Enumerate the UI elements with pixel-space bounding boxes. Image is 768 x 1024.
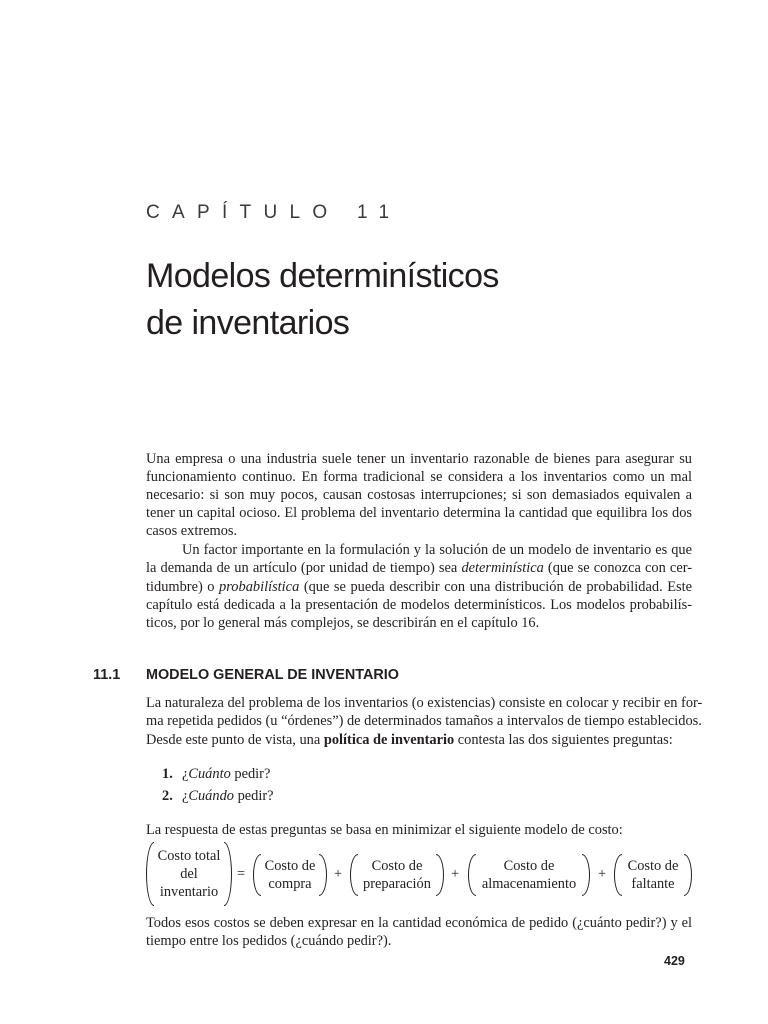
intro-p1-line: funcionamiento continuo. En forma tradicional se considera a los inventarios como un mal <box>146 469 692 485</box>
text-run: Desde este punto de vista, una <box>146 732 324 748</box>
intro-p2-line: ticos, por lo general más complejos, se describirán en el capítulo 16. <box>146 615 540 631</box>
list-item-1 <box>162 765 270 783</box>
page-number: 429 <box>664 954 685 968</box>
section-p1-line <box>146 731 692 749</box>
equation-term-holding <box>468 854 590 896</box>
list-item-2 <box>162 787 274 805</box>
intro-p1-line: necesario: si son muy pocos, causan costosas interrupciones; si son demasiados equivalen a <box>146 487 692 503</box>
equation-text: almacenamiento <box>481 876 577 892</box>
intro-p1-line: Una empresa o una industria suele tener un inventario razonable de bienes para asegurar su <box>146 451 692 467</box>
section-p2-line: La respuesta de estas preguntas se basa en minimizar el siguiente modelo de costo: <box>146 822 623 838</box>
list-number: 2. <box>162 788 173 804</box>
section-p1-line: La naturaleza del problema de los inventarios (o existencias) consiste en colocar y recibir en for- <box>146 695 703 711</box>
chapter-title-line-1: Modelos determinísticos <box>146 257 499 295</box>
section-p3-line: tiempo entre los pedidos (¿cuándo pedir?). <box>146 933 392 949</box>
text-run: contesta las dos siguientes preguntas: <box>454 732 673 748</box>
chapter-label: CAPÍTULO 11 <box>146 202 402 223</box>
text-run: pedir? <box>230 766 271 782</box>
text-run: (que se pueda describir con una distribución de probabilidad. Este <box>299 579 692 595</box>
section-p1-line: ma repetida pedidos (u “órdenes”) de determinados tamaños a intervalos de tiempo establecidos. <box>146 713 702 729</box>
equation-text: compra <box>268 876 312 892</box>
emphasis-deterministica: determinística <box>461 560 544 576</box>
chapter-title-line-2: de inventarios <box>146 304 350 342</box>
equation-term-setup <box>350 854 444 896</box>
equation-text: inventario <box>159 884 219 900</box>
list-number: 1. <box>162 766 173 782</box>
emphasis-probabilistica: probabilística <box>219 579 300 595</box>
plus-sign: + <box>598 866 607 882</box>
equation-text: del <box>180 866 198 882</box>
list-emphasis: Cuándo <box>188 788 234 804</box>
equals-sign: = <box>237 866 246 882</box>
text-run: la demanda de un artículo (por unidad de tiempo) sea <box>146 560 462 576</box>
section-p3-line: Todos esos costos se deben expresar en la cantidad económica de pedido (¿cuánto pedir?) y el <box>146 915 692 931</box>
text-run: (que se conozca con cer- <box>543 560 693 576</box>
intro-p1-line: casos extremos. <box>146 523 238 539</box>
intro-p2-line <box>146 578 692 596</box>
equation-text: Costo de <box>371 858 423 874</box>
bold-term-politica: política de inventario <box>323 732 455 748</box>
text-run: ¿ <box>182 788 189 804</box>
list-emphasis: Cuánto <box>188 766 231 782</box>
equation-total-cost <box>146 842 232 906</box>
intro-p2-line: Un factor importante en la formulación y la solución de un modelo de inventario es que <box>182 542 692 558</box>
equation-text: Costo total <box>157 848 221 864</box>
section-title: MODELO GENERAL DE INVENTARIO <box>146 667 399 683</box>
plus-sign: + <box>451 866 460 882</box>
cost-equation <box>146 842 694 906</box>
equation-term-shortage <box>614 854 692 896</box>
equation-text: Costo de <box>627 858 679 874</box>
text-run: pedir? <box>233 788 274 804</box>
equation-text: Costo de <box>503 858 555 874</box>
equation-text: faltante <box>631 876 675 892</box>
chapter-title <box>146 253 499 347</box>
equation-text: Costo de <box>264 858 316 874</box>
equation-text: preparación <box>363 876 431 892</box>
text-run: ¿ <box>182 766 189 782</box>
section-number: 11.1 <box>93 667 121 683</box>
text-run: tidumbre) o <box>146 579 220 595</box>
intro-p1-line: tener un capital ocioso. El problema del inventario determina la cantidad que equilibra los dos <box>146 505 692 521</box>
intro-p2-line: capítulo está dedicada a la presentación de modelos determinísticos. Los modelos probabilís- <box>146 597 692 613</box>
intro-p2-line <box>146 559 692 577</box>
equation-term-purchase <box>253 854 327 896</box>
plus-sign: + <box>334 866 343 882</box>
